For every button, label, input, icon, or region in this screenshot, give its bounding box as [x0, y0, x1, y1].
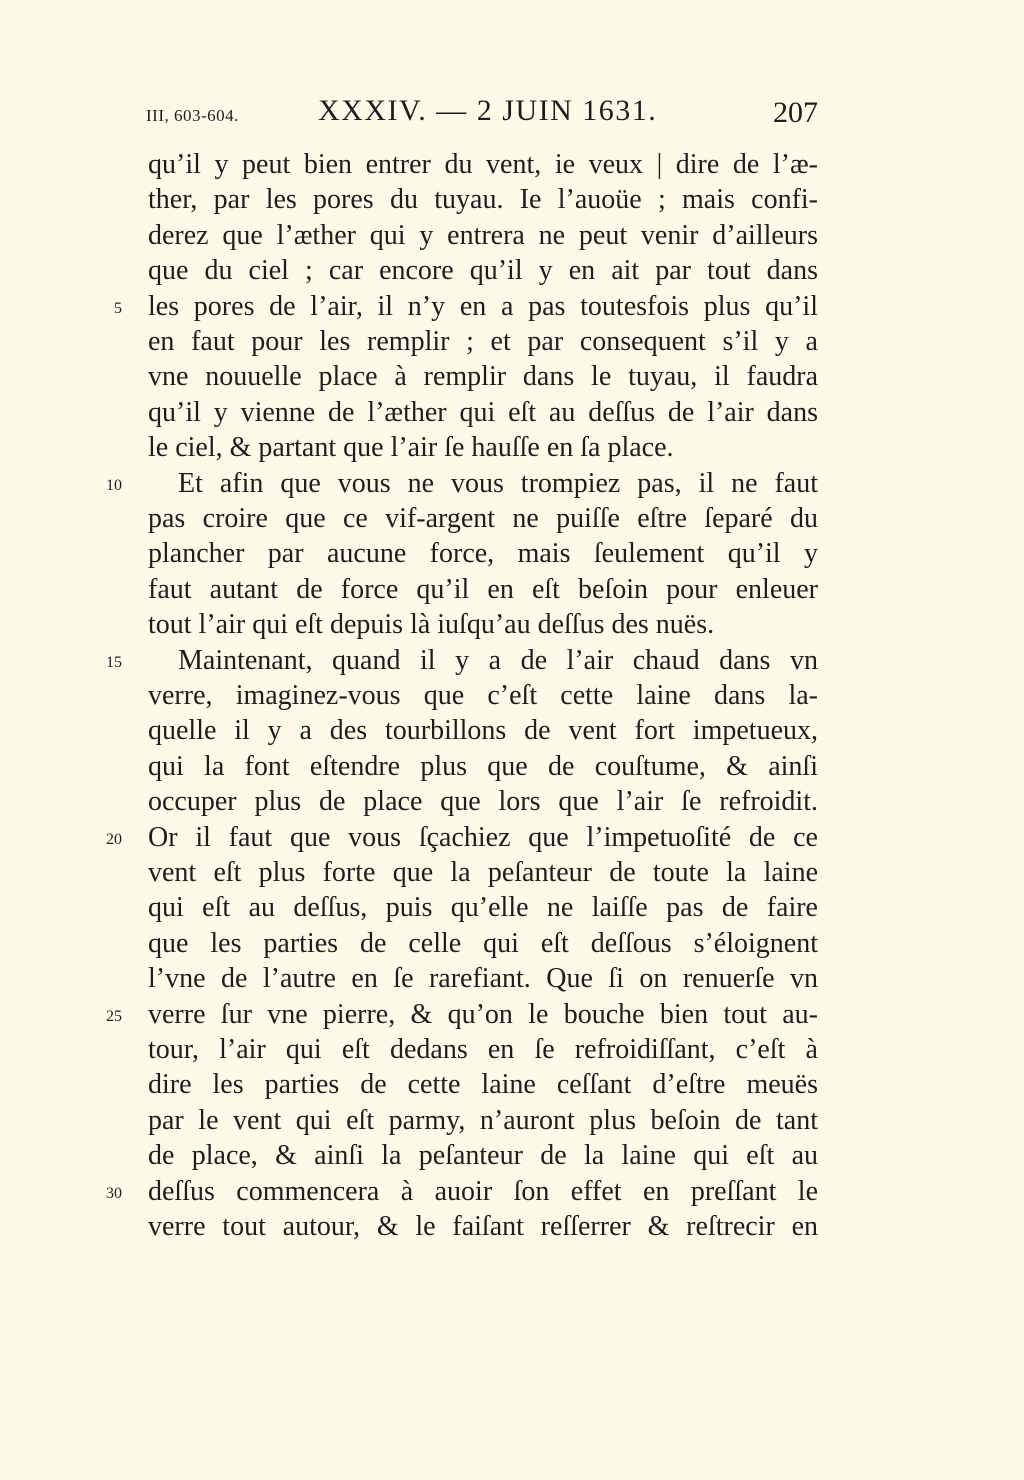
line-number: 30 [106, 1184, 122, 1202]
line-number: 10 [106, 476, 122, 494]
text-line: pas croire que ce vif-argent ne puiſſe eſtre ſeparé du [148, 503, 818, 534]
text-line: ther, par les pores du tuyau. Ie l’auoüe ; mais confi- [148, 184, 818, 216]
text-line: plancher par aucune force, mais ſeulement qu’il y [148, 538, 818, 570]
text-line: derez que l’æther qui y entrera ne peut venir d’ailleurs [148, 219, 818, 251]
line-number: 25 [106, 1007, 122, 1025]
text-line: qui la font eſtendre plus que de couſtume, & ainſi [148, 750, 818, 782]
text-line: les pores de l’air, il n’y en a pas toutesfois plus qu’il [148, 290, 818, 322]
text-line: qu’il y peut bien entrer du vent, ie veux | dire de l’æ- [148, 149, 818, 180]
header-title: XXXIV. — 2 JUIN 1631. [318, 94, 658, 127]
text-line: quelle il y a des tourbillons de vent fort impetueux, [148, 715, 818, 747]
text-line: dire les parties de cette laine ceſſant d’eſtre meuës [148, 1069, 818, 1101]
text-line: le ciel, & partant que l’air ſe hauſſe en ſa place. [148, 432, 674, 464]
text-line: Maintenant, quand il y a de l’air chaud dans vn [178, 644, 818, 676]
text-line: que les parties de celle qui eſt deſſous s’éloignent [148, 927, 818, 959]
text-line: faut autant de force qu’il en eſt beſoin pour enleuer [148, 573, 818, 605]
text-line: qui eſt au deſſus, puis qu’elle ne laiſſe pas de faire [148, 892, 818, 924]
text-line: verre, imaginez-vous que c’eſt cette laine dans la- [148, 680, 818, 711]
text-line: par le vent qui eſt parmy, n’auront plus beſoin de tant [148, 1104, 818, 1136]
text-line: Et afin que vous ne vous trompiez pas, il ne faut [178, 467, 818, 499]
text-line: deſſus commencera à auoir ſon effet en preſſant le [148, 1175, 818, 1207]
text-line: de place, & ainſi la peſanteur de la laine qui eſt au [148, 1140, 818, 1172]
text-line: occuper plus de place que lors que l’air ſe refroidit. [148, 786, 818, 818]
text-line: en faut pour les remplir ; et par consequent s’il y a [148, 326, 818, 357]
text-line: tour, l’air qui eſt dedans en ſe refroidiſſant, c’eſt à [148, 1034, 818, 1065]
text-line: vent eſt plus forte que la peſanteur de toute la laine [148, 857, 818, 888]
text-line: qu’il y vienne de l’æther qui eſt au deſſus de l’air dans [148, 396, 818, 428]
line-number: 15 [106, 653, 122, 671]
line-number: 20 [106, 830, 122, 848]
line-number: 5 [114, 299, 122, 317]
page-number: 207 [773, 96, 818, 129]
text-line: vne nouuelle place à remplir dans le tuyau, il faudra [148, 361, 818, 393]
text-line: tout l’air qui eſt depuis là iuſqu’au deſſus des nuës. [148, 609, 715, 641]
text-line: verre ſur vne pierre, & qu’on le bouche bien tout au- [148, 998, 818, 1030]
text-line: Or il faut que vous ſçachiez que l’impetuoſité de ce [148, 821, 818, 853]
text-line: que du ciel ; car encore qu’il y en ait par tout dans [148, 255, 818, 287]
text-line: verre tout autour, & le faiſant reſſerrer & reſtrecir en [148, 1211, 818, 1242]
text-line: l’vne de l’autre en ſe rarefiant. Que ſi on renuerſe vn [148, 963, 818, 995]
header-reference: III, 603-604. [146, 106, 239, 125]
